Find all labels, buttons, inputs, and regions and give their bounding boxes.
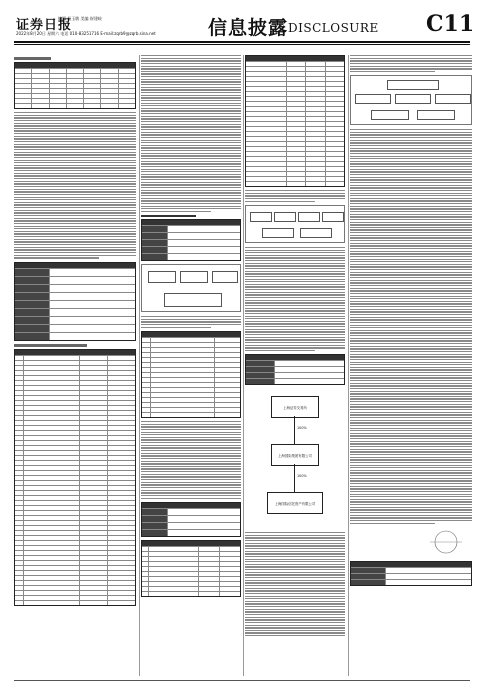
structure-diagram (350, 75, 472, 125)
section-heading (141, 215, 196, 217)
info-table (141, 502, 241, 537)
ownership-chart (245, 388, 345, 528)
org-connector (294, 416, 295, 444)
data-table (141, 331, 241, 418)
section-title-en: DISCLOSURE (288, 21, 379, 35)
footer-rule (14, 680, 470, 681)
body-text (141, 55, 241, 212)
masthead-logo: 证券日报 (16, 18, 73, 33)
column-2 (141, 55, 241, 676)
data-table (245, 55, 345, 187)
body-text (245, 247, 345, 351)
header-rule-thin (14, 44, 470, 45)
body-text (245, 190, 345, 202)
column-divider (139, 55, 140, 676)
page-header (0, 0, 484, 44)
column-1 (14, 55, 136, 676)
body-text (141, 421, 241, 499)
org-connector (294, 464, 295, 492)
header-rule (14, 41, 470, 43)
info-table (245, 354, 345, 385)
table-caption (14, 344, 87, 347)
masthead-editors: 编辑 杨玉敏 美编 崔建岐 (58, 16, 102, 21)
column-divider (243, 55, 244, 676)
org-percent: 100% (297, 474, 307, 479)
body-text (350, 129, 472, 524)
info-table (14, 262, 136, 341)
org-percent: 100% (297, 426, 307, 431)
table-caption (14, 57, 51, 60)
info-table (350, 561, 472, 586)
data-table (14, 62, 136, 109)
section-title: 信息披露 (208, 17, 289, 39)
org-node-group: 上海国际集团有限公司 (271, 444, 319, 466)
dateline: 2022年8月20日 星期六 电话 010-83251716 E-mail:zqrb9@zqrb.sina.net (16, 31, 156, 36)
body-text (141, 316, 241, 328)
column-4 (350, 55, 472, 676)
seal-stamp (350, 527, 472, 557)
info-table (141, 219, 241, 261)
body-text (14, 112, 136, 259)
body-text (350, 55, 472, 72)
page-number: C11 (426, 11, 475, 37)
column-divider (348, 55, 349, 676)
column-3 (245, 55, 345, 676)
data-table (141, 540, 241, 597)
body-text (245, 532, 345, 636)
seal-stamp-graphic (350, 527, 472, 557)
flow-diagram (245, 205, 345, 243)
org-node-exchange: 上海证券交易所 (271, 396, 319, 418)
long-table (14, 349, 136, 606)
structure-diagram (141, 264, 241, 312)
org-node-trust: 上海国际信托资产有限公司 (267, 492, 323, 514)
